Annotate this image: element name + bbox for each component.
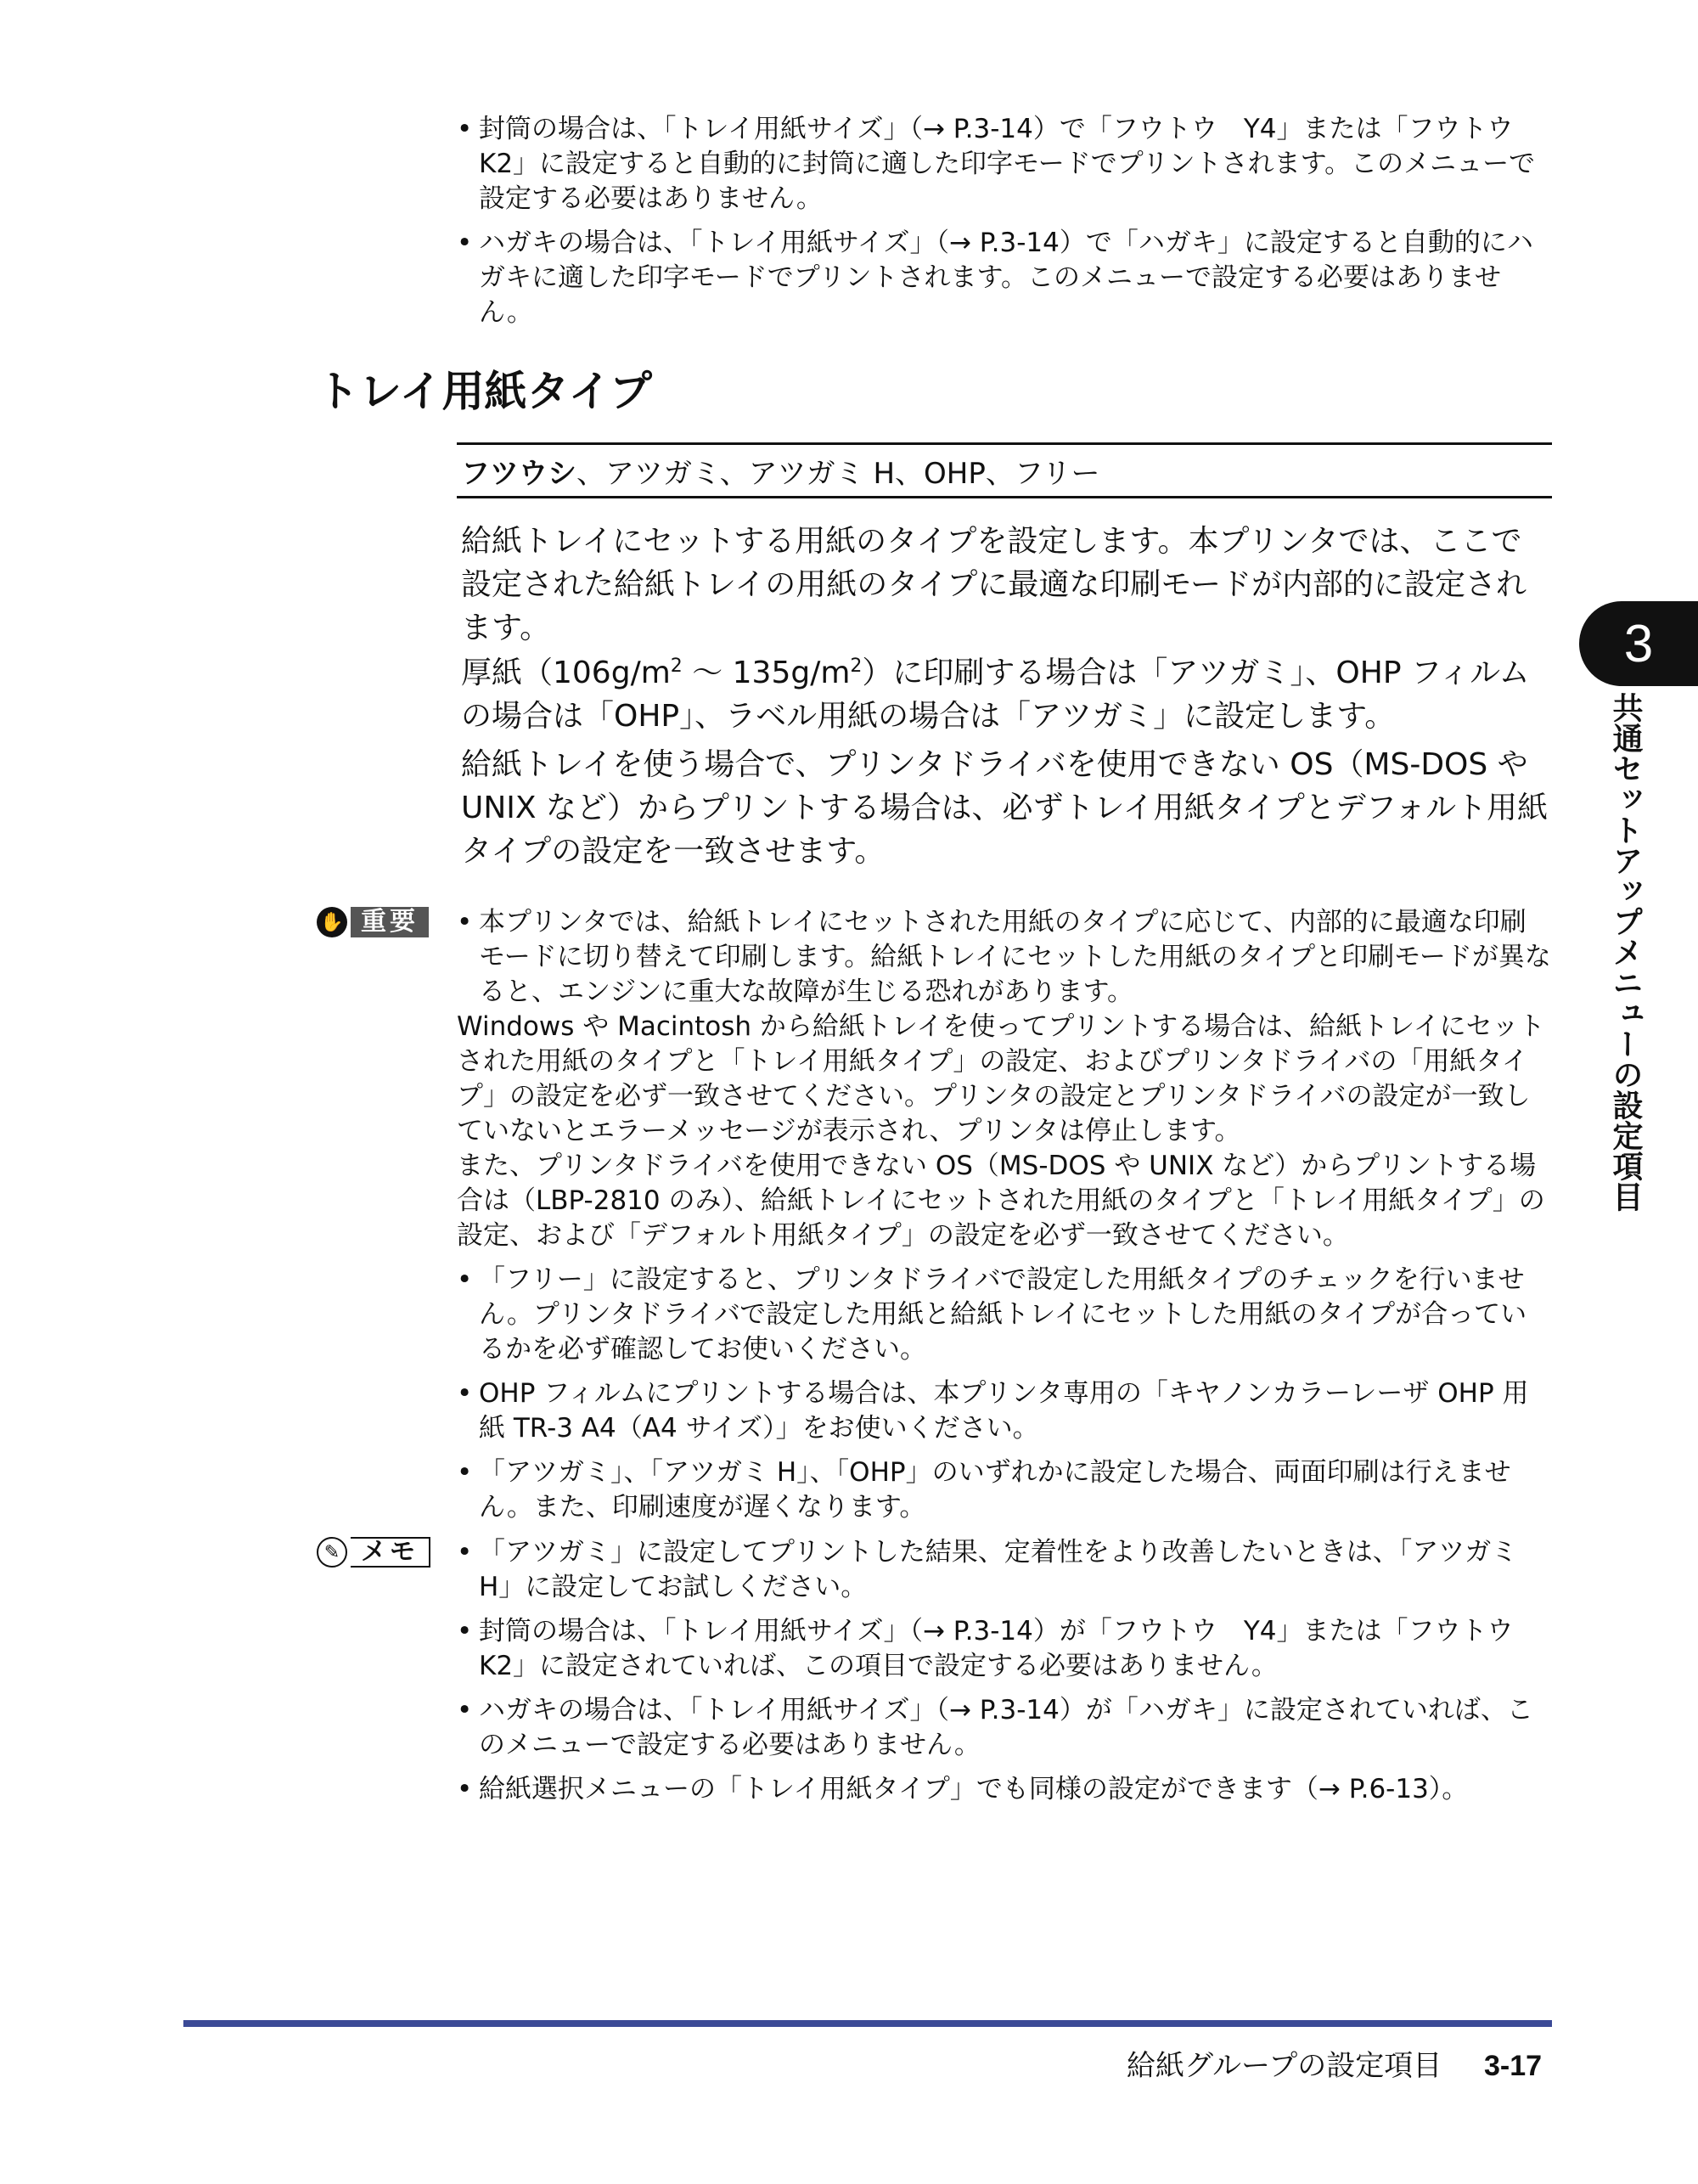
other-values: 、アツガミ、アツガミ H、OHP、フリー [576, 457, 1100, 491]
important-item-cont: Windows や Macintosh から給紙トレイを使ってプリントする場合は、給紙トレイにセットされた用紙のタイプと「トレイ用紙タイプ」の設定、およびプリンタドライバの「用紙タイプ」の設定を必ず一致させてください。プリンタの設定とプリンタドライバの設定が一致していないとエラーメッセージが表示され、プリンタは停止します。 [457, 1011, 1545, 1146]
top-note-envelope: • 封筒の場合は、「トレイ用紙サイズ」（→ P.3-14）で「フウトウ Y4」または「フウトウ K2」に設定すると自動的に封筒に適した印字モードでプリントされます。このメニューで設定する必要はありません。 [457, 112, 1552, 217]
memo-label [317, 1535, 430, 1569]
memo-item: • ハガキの場合は、「トレイ用紙サイズ」（→ P.3-14）が「ハガキ」に設定されていれば、このメニューで設定する必要はありません。 [457, 1693, 1552, 1763]
pencil-icon: ✎ [317, 1537, 347, 1568]
important-item-cont: また、プリンタドライバを使用できない OS（MS-DOS や UNIX など）からプリントする場合は（LBP-2810 のみ）、給紙トレイにセットされた用紙のタイプと「トレイ用紙タイプ」の設定、および「デフォルト用紙タイプ」の設定を必ず一致させてください。 [457, 1151, 1545, 1251]
hand-stop-icon: ✋ [317, 907, 347, 937]
description-paragraph-1: 給紙トレイにセットする用紙のタイプを設定します。本プリンタでは、ここで設定された給紙トレイの用紙のタイプに最適な印刷モードが内部的に設定されます。 [461, 524, 1527, 645]
memo-label-text: メモ [351, 1537, 430, 1568]
setting-values [461, 454, 1099, 493]
chapter-title-vertical: 共通セットアップメニューの設定項目 [1608, 692, 1643, 1212]
page-number: 3-17 [1484, 2050, 1543, 2082]
description-paragraph-2: 厚紙（$106g/m^2$ ～ $135g/m^2$）に印刷する場合は「アツガミ」、OHP フィルムの場合は「OHP」、ラベル用紙の場合は「アツガミ」に設定します。 [461, 656, 1530, 734]
top-note-postcard: • ハガキの場合は、「トレイ用紙サイズ」（→ P.3-14）で「ハガキ」に設定すると自動的にハガキに適した印字モードでプリントされます。このメニューで設定する必要はありません。 [457, 226, 1552, 330]
chapter-number-tab: 3 [1579, 601, 1698, 686]
values-rule-top [457, 442, 1552, 445]
footer-divider [183, 2020, 1552, 2027]
memo-item: • 「アツガミ」に設定してプリントした結果、定着性をより改善したいときは、「アツガミ H」に設定してお試しください。 [457, 1535, 1552, 1605]
memo-item: • 封筒の場合は、「トレイ用紙サイズ」（→ P.3-14）が「フウトウ Y4」または「フウトウ K2」に設定されていれば、この項目で設定する必要はありません。 [457, 1614, 1552, 1684]
default-value: フツウシ [461, 457, 576, 491]
values-rule-bottom [457, 496, 1552, 498]
important-label [317, 905, 429, 939]
memo-list [457, 1535, 1552, 1816]
footer-section-title: 給紙グループの設定項目 [1127, 2049, 1442, 2083]
important-item: • 「フリー」に設定すると、プリンタドライバで設定した用紙タイプのチェックを行いません。プリンタドライバで設定した用紙と給紙トレイにセットした用紙のタイプが合っているかを必ず確認してお使いください。 [457, 1263, 1552, 1367]
section-title: トレイ用紙タイプ [317, 367, 652, 416]
important-list [457, 905, 1552, 1534]
description-paragraph-3: 給紙トレイを使う場合で、プリンタドライバを使用できない OS（MS-DOS や UNIX など）からプリントする場合は、必ずトレイ用紙タイプとデフォルト用紙タイプの設定を一致させます。 [461, 747, 1549, 869]
top-notes-list [457, 112, 1552, 340]
important-label-text: 重要 [351, 907, 429, 937]
important-item: • OHP フィルムにプリントする場合は、本プリンタ専用の「キヤノンカラーレーザ OHP 用紙 TR-3 A4（A4 サイズ）」をお使いください。 [457, 1376, 1552, 1446]
important-item: • 本プリンタでは、給紙トレイにセットされた用紙のタイプに応じて、内部的に最適な印刷モードに切り替えて印刷します。給紙トレイにセットした用紙のタイプと印刷モードが異なると、エンジンに重大な故障が生じる恐れがあります。 [457, 905, 1552, 1010]
memo-item: • 給紙選択メニューの「トレイ用紙タイプ」でも同様の設定ができます（→ P.6-13）。 [457, 1772, 1552, 1807]
important-item: • 「アツガミ」、「アツガミ H」、「OHP」のいずれかに設定した場合、両面印刷は行えません。また、印刷速度が遅くなります。 [457, 1455, 1552, 1525]
